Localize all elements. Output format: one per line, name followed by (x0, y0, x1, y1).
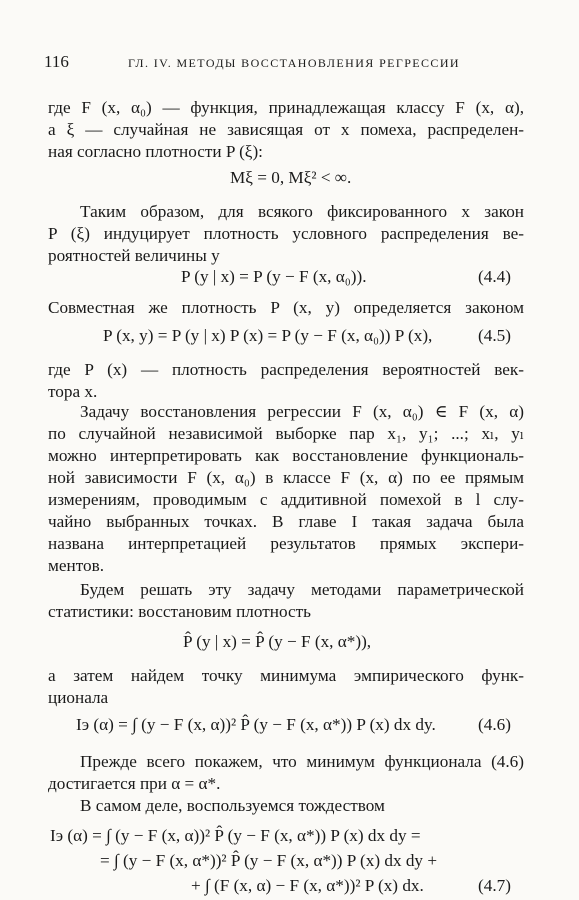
text-line: а затем найдем точку минимума эмпирического функ- (48, 666, 524, 685)
running-header (0, 52, 579, 72)
text-line: можно интерпретировать как восстановление функциональ- (48, 446, 524, 465)
text-line: P (ξ) индуцирует плотность условного распределения ве- (48, 224, 524, 243)
text-line: чайно выбранных точках. В главе I такая задача была (48, 512, 524, 531)
text-line: ная согласно плотности P (ξ): (48, 142, 263, 161)
text-line: достигается при α = α*. (48, 774, 221, 793)
text-line: где F (x, α₀) — функция, принадлежащая классу F (x, α), (48, 98, 524, 117)
equation: = ∫ (y − F (x, α*))² P̂ (y − F (x, α*)) P (x) dx dy + (100, 851, 438, 870)
equation-number: (4.7) (478, 876, 511, 895)
equation-number: (4.5) (478, 326, 511, 345)
equation-number: (4.6) (478, 715, 511, 734)
equation: P (x, y) = P (y | x) P (x) = P (y − F (x, α₀)) P (x), (103, 326, 433, 345)
equation: + ∫ (F (x, α) − F (x, α*))² P (x) dx. (191, 876, 424, 895)
equation-number: (4.4) (478, 267, 511, 286)
text-line: статистики: восстановим плотность (48, 602, 311, 621)
equation: Iэ (α) = ∫ (y − F (x, α))² P̂ (y − F (x, α*)) P (x) dx dy = (50, 826, 421, 845)
equation: P̂ (y | x) = P̂ (y − F (x, α*)), (183, 632, 372, 651)
equation: Iэ (α) = ∫ (y − F (x, α))² P̂ (y − F (x, α*)) P (x) dx dy. (76, 715, 436, 734)
equation: P (y | x) = P (y − F (x, α₀)). (181, 267, 367, 286)
text-line: Будем решать эту задачу методами параметрической (80, 580, 524, 599)
text-line: где P (x) — плотность распределения вероятностей век- (48, 360, 524, 379)
text-line: В самом деле, воспользуемся тождеством (80, 796, 385, 815)
text-line: Прежде всего покажем, что минимум функционала (4.6) (80, 752, 524, 771)
text-line: ментов. (48, 556, 104, 575)
text-line: роятностей величины y (48, 246, 220, 265)
text-line: Задачу восстановления регрессии F (x, α₀) ∈ F (x, α) (80, 402, 524, 421)
text-line: по случайной независимой выборке пар x₁, y₁; ...; xₗ, yₗ (48, 424, 524, 443)
text-line: а ξ — случайная не зависящая от x помеха, распределен- (48, 120, 524, 139)
text-line: Таким образом, для всякого фиксированного x закон (80, 202, 524, 221)
text-line: Совместная же плотность P (x, y) определяется законом (48, 298, 524, 317)
text-line: измерениям, проводимым с аддитивной помехой в l слу- (48, 490, 524, 509)
page-number: 116 (44, 52, 69, 71)
equation: Mξ = 0, Mξ² < ∞. (230, 168, 352, 187)
text-line: названа интерпретацией результатов прямых экспери- (48, 534, 524, 553)
text-line: ной зависимости F (x, α₀) в классе F (x, α) по ее прямым (48, 468, 524, 487)
text-line: тора x. (48, 382, 98, 401)
running-title: ГЛ. IV. МЕТОДЫ ВОССТАНОВЛЕНИЯ РЕГРЕССИИ (128, 56, 460, 70)
text-line: ционала (48, 688, 109, 707)
